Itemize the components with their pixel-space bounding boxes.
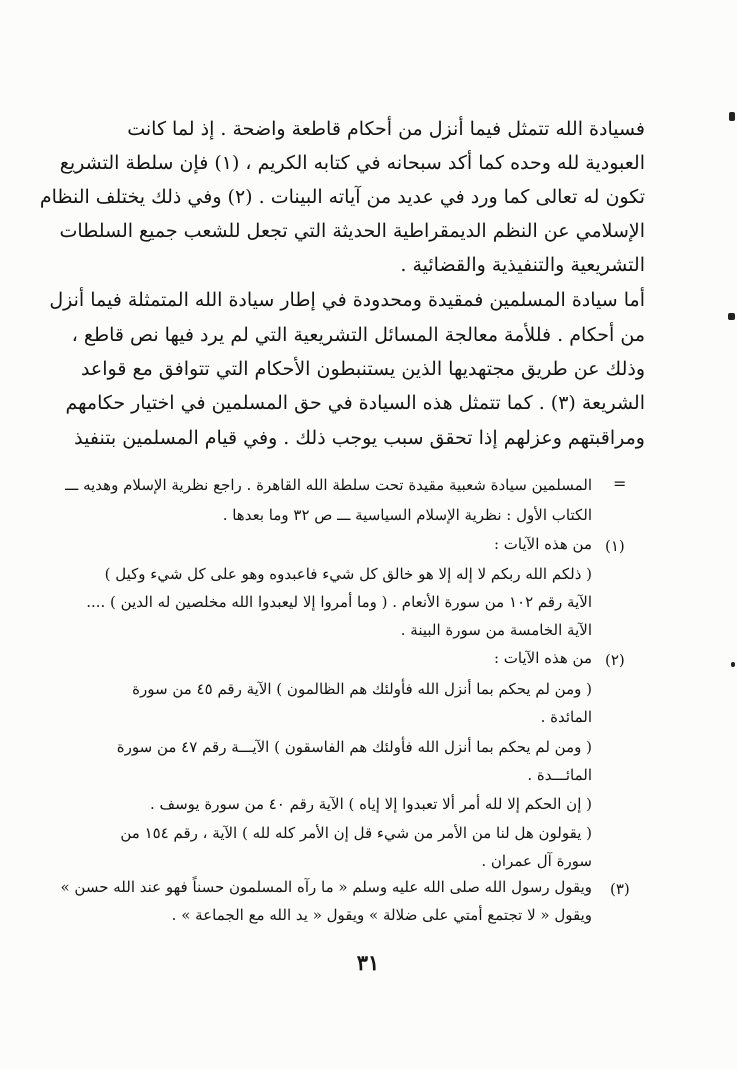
page-number: ٣١ (356, 950, 380, 975)
footnote-line: الآية الخامسة من سورة البينة . (400, 621, 592, 639)
footnote-line: الكتاب الأول : نظرية الإسلام السياسية ـــ ص ٣٢ وما بعدها . (222, 506, 592, 524)
footnote-line: ويقول رسول الله صلى الله عليه وسلم « ما رآه المسلمون حسناً فهو عند الله حسن » (60, 878, 592, 896)
footnote-line: المائـــدة . (527, 766, 592, 784)
footnote-line: الآية رقم ١٠٢ من سورة الأنعام . ( وما أمروا إلا ليعبدوا الله مخلصين له الدين ) .... (86, 593, 592, 611)
main-text-line: وذلك عن طريق مجتهديها الذين يستنبطون الأحكام التي تتوافق مع قواعد (80, 358, 645, 380)
footnote-number-2: (٢) (605, 651, 625, 669)
scan-mark (729, 112, 735, 121)
footnote-line: المائدة . (540, 708, 592, 726)
footnote-line: من هذه الآيات : (493, 535, 592, 553)
main-text-line: الشريعة (٣) . كما تتمثل هذه السيادة في حق المسلمين في اختيار حكامهم (65, 392, 645, 414)
footnote-line: من هذه الآيات : (493, 649, 592, 667)
main-text-line: من أحكام . فللأمة معالجة المسائل التشريعية التي لم يرد فيها نص قاطع ، (71, 324, 645, 346)
main-text-line: ومراقبتهم وعزلهم إذا تحقق سبب يوجب ذلك . وفي قيام المسلمين بتنفيذ (74, 427, 645, 449)
scan-mark (731, 662, 735, 667)
footnote-number-3: (٣) (610, 880, 630, 898)
main-text-line: التشريعية والتنفيذية والقضائية . (400, 254, 645, 276)
footnote-number-1: (١) (605, 537, 625, 555)
footnote-line: ويقول « لا تجتمع أمتي على ضلالة » ويقول « يد الله مع الجماعة » . (171, 906, 592, 924)
main-text-line: تكون له تعالى كما ورد في عديد من آياته البينات . (٢) وفي ذلك يختلف النظام (39, 186, 645, 208)
main-text-line: العبودية لله وحده كما أكد سبحانه في كتابه الكريم ، (١) فإن سلطة التشريع (59, 152, 645, 174)
main-text-line: فسيادة الله تتمثل فيما أنزل من أحكام قاطعة واضحة . إذ لما كانت (127, 118, 645, 140)
footnote-line: ( ومن لم يحكم بما أنزل الله فأولئك هم الفاسقون ) الآيـــة رقم ٤٧ من سورة (116, 738, 592, 756)
scan-mark (728, 313, 735, 320)
footnote-line: ( ذلكم الله ربكم لا إله إلا هو خالق كل شيء فاعبدوه وهو على كل شيء وكيل ) (104, 565, 592, 583)
footnote-line: سورة آل عمران . (481, 852, 592, 870)
footnote-line: ( ومن لم يحكم بما أنزل الله فأولئك هم الظالمون ) الآية رقم ٤٥ من سورة (132, 680, 592, 698)
footnote-line: المسلمين سيادة شعبية مقيدة تحت سلطة الله القاهرة . راجع نظرية الإسلام وهديه ـــ (65, 476, 592, 494)
footnote-line: ( يقولون هل لنا من الأمر من شيء قل إن الأمر كله لله ) الآية ، رقم ١٥٤ من (120, 824, 592, 842)
main-text-line: الإسلامي عن النظم الديمقراطية الحديثة التي تجعل للشعب جميع السلطات (59, 220, 645, 242)
continuation-marker: = (613, 474, 627, 493)
footnote-line: ( إن الحكم إلا لله أمر ألا تعبدوا إلا إياه ) الآية رقم ٤٠ من سورة يوسف . (150, 795, 592, 813)
main-text-line: أما سيادة المسلمين فمقيدة ومحدودة في إطار سيادة الله المتمثلة فيما أنزل (49, 289, 645, 311)
